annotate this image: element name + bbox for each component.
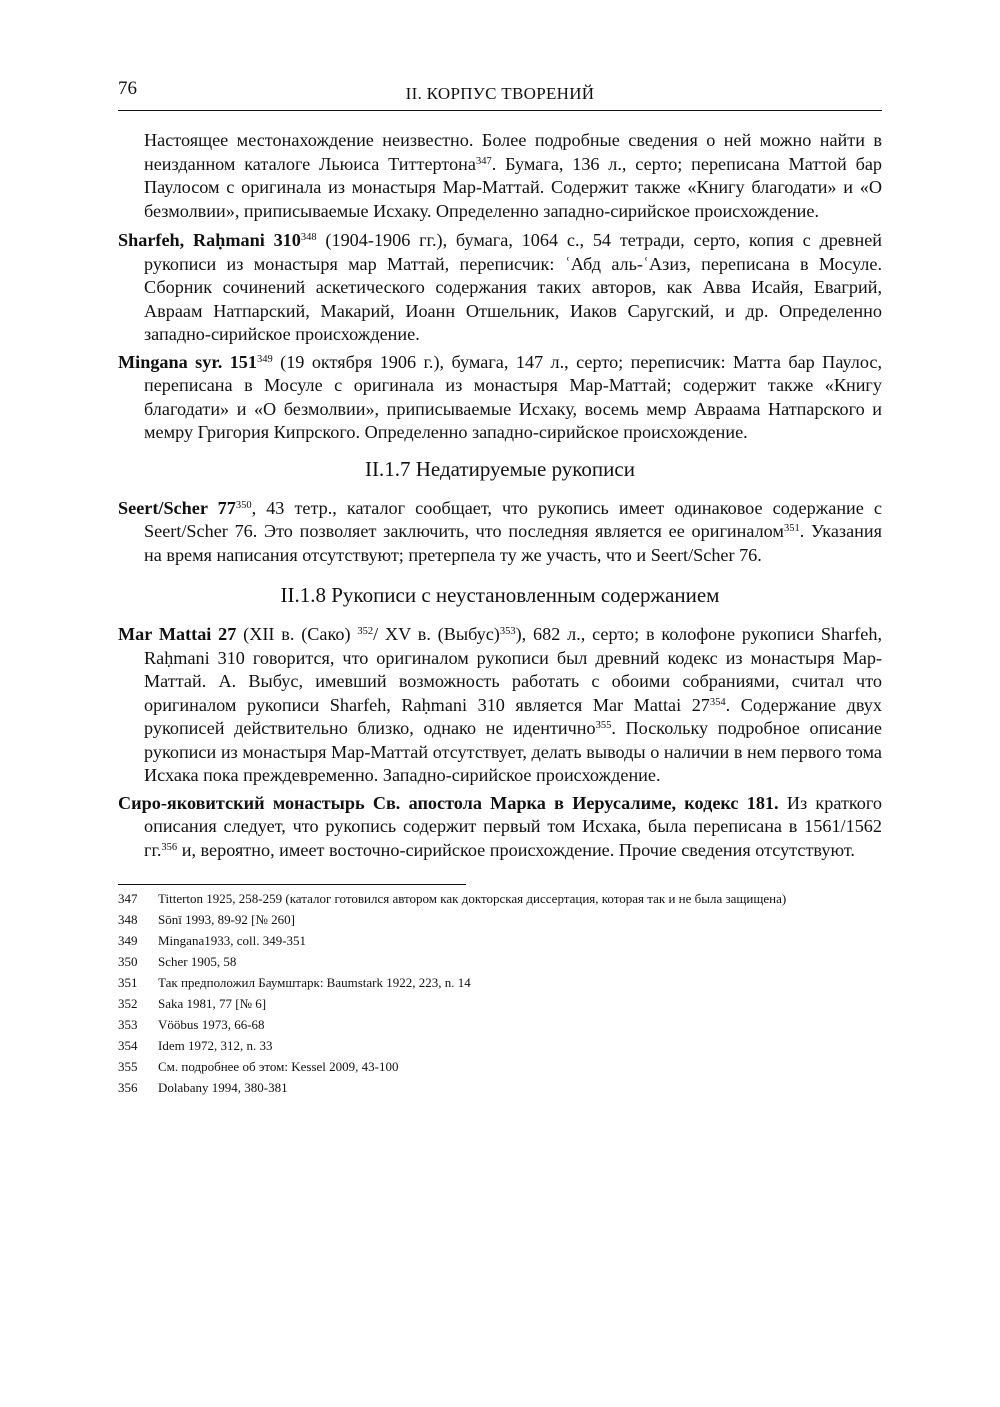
manuscript-entry-sharfeh: Sharfeh, Raḥmani $310^{348}$ (1904-1906 гг.), бумага, 1064 с., 54 тетради, серто, копия с древней рукописи из монастыря мар Маттай, переписчик: ʿАбд аль-ʿАзиз, переписана в Мосуле. Сборник сочинений аскетического содержания таких авторов, как Авва Исайя, Евагрий, Авраам Натпарский, Макарий, Иоанн Отшельник, Иаков Саругский, и др. Определенно западно-сирийское происхождение.	[118, 230, 882, 344]
section-heading-unknown-content: II.1.8 Рукописи с неустановленным содержанием	[280, 583, 720, 607]
main-text	[118, 129, 882, 862]
page-number: 76	[118, 78, 137, 99]
continuation-paragraph: Настоящее местонахождение неизвестно. Более подробные сведения о ней можно найти в неизданном каталоге Льюиса Титтертона$^{347}$. Бумага, 136 л., серто; переписана Маттой бар Паулосом с оригинала из монастыря Мар-Маттай. Содержит также «Книгу благодати» и «О безмолвии», приписываемые Исхаку. Определенно западно-сирийское происхождение.	[144, 130, 882, 221]
footnote	[118, 996, 882, 1013]
footnote-number: 354	[118, 1038, 138, 1053]
footnote	[118, 975, 882, 992]
manuscript-label: Sharfeh, Raḥmani 310	[118, 230, 301, 250]
footnote-number: 355	[118, 1059, 138, 1074]
footnote-ref[interactable]: 348	[300, 232, 317, 243]
manuscript-label: Mingana syr. 151	[118, 351, 257, 372]
footnote	[118, 912, 882, 929]
footnote-number: 350	[118, 954, 138, 969]
footnote-text: Vööbus 1973, 66-68	[158, 1017, 265, 1032]
manuscript-label: Seert/Scher 77	[118, 497, 236, 518]
footnote-divider	[118, 884, 466, 885]
footnote-ref[interactable]: 351	[783, 523, 800, 534]
footnote-number: 353	[118, 1017, 138, 1032]
footnote-text: Saka 1981, 77 [№ 6]	[158, 996, 267, 1011]
manuscript-entry-mingana: Mingana syr. $151^{349}$ (19 октября 1906 г.), бумага, 147 л., серто; переписчик: Матта бар Паулос, переписана в Мосуле с оригинала из монастыря Мар-Маттай; содержит также «Книгу благодати» и «О безмолвии», приписываемые Исхаку, восемь мемр Авраама Натпарского и мемру Григория Кипрского. Определенно западно-сирийское происхождение.	[118, 351, 883, 442]
manuscript-label: Сиро-яковитский монастырь Св. апостола Марка в Иерусалиме, кодекс 181.	[118, 792, 779, 813]
footnote-number: 351	[118, 975, 138, 990]
footnote	[118, 954, 882, 971]
footnote-text: Так предположил Баумштарк: Baumstark 1922, 223, n. 14	[158, 975, 471, 990]
section-heading-undated: II.1.7 Недатируемые рукописи	[365, 456, 635, 481]
footnote-number: 347	[118, 891, 138, 906]
footnote	[118, 1038, 882, 1055]
footnote	[118, 891, 882, 908]
page	[118, 78, 882, 1101]
manuscript-entry-seert: Seert/Scher $77^{350}$, 43 тетр., каталог сообщает, что рукопись имеет одинаковое содержание с Seert/Scher 76. Это позволяет заключить, что последняя является ее оригиналом$^{351}$. Указания на время написания отсутствуют; претерпела ту же участь, что и Seert/Scher 76.	[118, 497, 883, 565]
footnote-ref[interactable]: 350	[235, 499, 252, 511]
footnote-number: 356	[118, 1080, 138, 1095]
running-title: II. КОРПУС ТВОРЕНИЙ	[405, 84, 595, 103]
footnotes	[118, 891, 882, 1097]
footnote-text: Mingana1933, coll. 349-351	[158, 933, 307, 948]
footnote-text: Idem 1972, 312, n. 33	[158, 1038, 273, 1053]
footnote-text: Titterton 1925, 258-259 (каталог готовился автором как докторская диссертация, которая так и не была защищена)	[158, 891, 787, 906]
footnote-text: Dolabany 1994, 380-381	[158, 1080, 288, 1095]
manuscript-entry-jerusalem: Сиро-яковитский монастырь Св. апостола Марка в Иерусалиме, кодекс 181. Из краткого описания следует, что рукопись содержит первый том Исхака, была переписана в 1561/1562 гг.$^{356}$ и, вероятно, имеет восточно-сирийское происхождение. Прочие сведения отсутствуют.	[118, 792, 882, 860]
footnote	[118, 1059, 882, 1076]
footnote-ref[interactable]: 355	[595, 720, 612, 731]
footnote-text: Sōnī 1993, 89-92 [№ 260]	[158, 912, 295, 927]
footnote-number: 352	[118, 996, 138, 1011]
footnote-ref[interactable]: 356	[161, 841, 178, 853]
footnote-ref[interactable]: 353	[499, 626, 516, 637]
footnote	[118, 933, 882, 950]
footnote-number: 348	[118, 912, 138, 927]
footnote	[118, 1017, 882, 1034]
footnote-ref[interactable]: 354	[709, 696, 726, 708]
manuscript-label: Mar Mattai 27	[118, 624, 237, 644]
page-header	[118, 78, 882, 111]
footnote-ref[interactable]: 352	[357, 626, 374, 637]
footnote-ref[interactable]: 349	[256, 353, 273, 365]
footnote-ref[interactable]: 347	[475, 155, 492, 167]
manuscript-entry-mar-mattai: Mar Mattai 27 (XII в. (Сако) $^{352}$/ XV в. (Выбус)$^{353}$), 682 л., серто; в колофоне рукописи Sharfeh, Raḥmani 310 говорится, что оригиналом рукописи был древний кодекс из монастыря Мар-Маттай. А. Выбус, имевший возможность работать с обоими собраниями, считал что оригиналом рукописи Sharfeh, Raḥmani 310 является Mar Mattai $27^{354}$. Содержание двух рукописей действительно близко, однако не идентично$^{355}$. Поскольку подробное описание рукописи из монастыря Мар-Маттай отсутствует, делать выводы о наличии в нем первого тома Исхака пока преждевременно. Западно-сирийское происхождение.	[118, 624, 882, 785]
footnote-text: См. подробнее об этом: Kessel 2009, 43-100	[158, 1059, 399, 1074]
footnote-number: 349	[118, 933, 138, 948]
footnote-text: Scher 1905, 58	[158, 954, 237, 969]
footnote	[118, 1080, 882, 1097]
